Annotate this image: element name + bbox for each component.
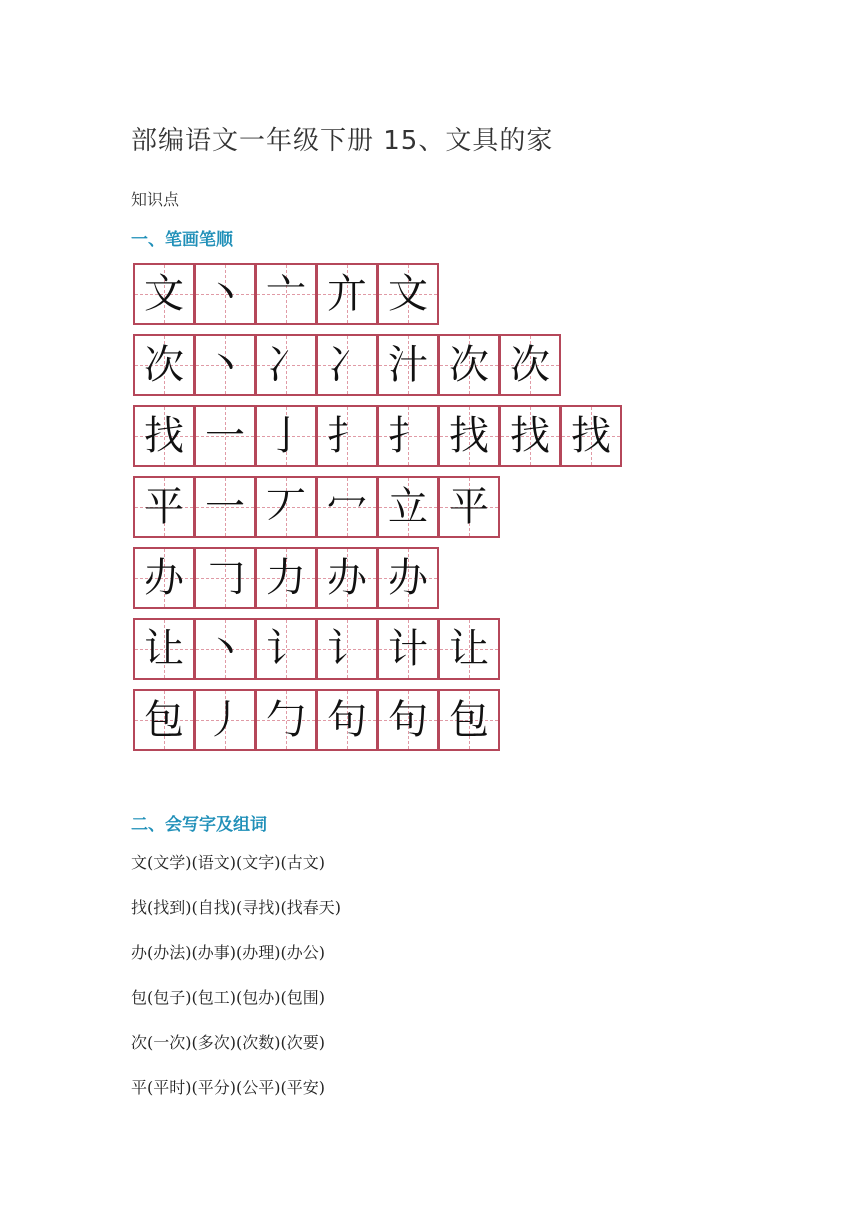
cell-glyph: 办: [388, 555, 428, 601]
word-line: 找(找到)(自找)(寻找)(找春天): [131, 898, 341, 917]
word-list: [131, 851, 341, 1121]
cell-glyph: 包: [449, 697, 489, 743]
cell-glyph: 丶: [205, 271, 245, 317]
cell-glyph: 找: [144, 413, 184, 459]
word-line: 包(包子)(包工)(包办)(包围): [131, 988, 325, 1007]
stroke-step-cell: [255, 405, 317, 467]
stroke-step-cell: [255, 263, 317, 325]
stroke-step-cell: [255, 476, 317, 538]
stroke-row: [133, 689, 733, 751]
stroke-step-cell: [438, 405, 500, 467]
cell-glyph: 讠: [327, 626, 367, 672]
stroke-row: [133, 405, 733, 467]
cell-glyph: 立: [388, 484, 428, 530]
stroke-step-cell: [438, 334, 500, 396]
cell-glyph: 勹: [266, 697, 306, 743]
word-line: 次(一次)(多次)(次数)(次要): [131, 1033, 325, 1052]
stroke-step-cell: [255, 618, 317, 680]
stroke-step-cell: [438, 689, 500, 751]
section-heading-words: 二、会写字及组词: [131, 815, 267, 835]
cell-glyph: 丿: [205, 697, 245, 743]
knowledge-points-label: 知识点: [131, 190, 180, 209]
cell-glyph: 找: [571, 413, 611, 459]
stroke-step-cell: [377, 263, 439, 325]
word-line: 办(办法)(办事)(办理)(办公): [131, 943, 325, 962]
stroke-step-cell: [255, 547, 317, 609]
stroke-step-cell: [316, 547, 378, 609]
stroke-row: [133, 476, 733, 538]
cell-glyph: 扌: [388, 413, 428, 459]
stroke-step-cell: [377, 689, 439, 751]
cell-glyph: 让: [449, 626, 489, 672]
stroke-row: [133, 547, 733, 609]
cell-glyph: 讠: [266, 626, 306, 672]
stroke-step-cell: [499, 334, 561, 396]
stroke-step-cell: [377, 547, 439, 609]
stroke-step-cell: [316, 405, 378, 467]
cell-glyph: 冫: [327, 342, 367, 388]
stroke-step-cell: [499, 405, 561, 467]
character-cell: [133, 689, 195, 751]
section-heading-stroke-order: 一、笔画笔顺: [131, 230, 233, 250]
stroke-step-cell: [316, 476, 378, 538]
cell-glyph: 亣: [327, 271, 367, 317]
cell-glyph: 包: [144, 697, 184, 743]
stroke-order-table: [133, 263, 733, 760]
stroke-step-cell: [377, 476, 439, 538]
stroke-row: [133, 334, 733, 396]
cell-glyph: 丶: [205, 626, 245, 672]
character-cell: [133, 618, 195, 680]
stroke-step-cell: [194, 263, 256, 325]
stroke-step-cell: [194, 547, 256, 609]
cell-glyph: 一: [205, 413, 245, 459]
cell-glyph: 亅: [266, 413, 306, 459]
cell-glyph: 平: [449, 484, 489, 530]
stroke-step-cell: [316, 263, 378, 325]
character-cell: [133, 476, 195, 538]
stroke-step-cell: [194, 476, 256, 538]
stroke-step-cell: [316, 618, 378, 680]
character-cell: [133, 405, 195, 467]
cell-glyph: 次: [510, 342, 550, 388]
stroke-step-cell: [560, 405, 622, 467]
word-line: 文(文学)(语文)(文字)(古文): [131, 853, 325, 872]
cell-glyph: 让: [144, 626, 184, 672]
cell-glyph: 办: [327, 555, 367, 601]
cell-glyph: 冖: [327, 484, 367, 530]
cell-glyph: 句: [327, 697, 367, 743]
cell-glyph: 平: [144, 484, 184, 530]
cell-glyph: 扌: [327, 413, 367, 459]
character-cell: [133, 547, 195, 609]
cell-glyph: 句: [388, 697, 428, 743]
stroke-row: [133, 263, 733, 325]
page-title: 部编语文一年级下册 15、文具的家: [131, 126, 554, 156]
cell-glyph: 计: [388, 626, 428, 672]
stroke-step-cell: [316, 334, 378, 396]
cell-glyph: 找: [449, 413, 489, 459]
cell-glyph: 丶: [205, 342, 245, 388]
cell-glyph: 力: [266, 555, 306, 601]
cell-glyph: 文: [144, 271, 184, 317]
cell-glyph: 找: [510, 413, 550, 459]
cell-glyph: 亠: [266, 271, 306, 317]
stroke-step-cell: [194, 618, 256, 680]
cell-glyph: 汁: [388, 342, 428, 388]
stroke-step-cell: [255, 334, 317, 396]
cell-glyph: 次: [144, 342, 184, 388]
stroke-row: [133, 618, 733, 680]
cell-glyph: 次: [449, 342, 489, 388]
cell-glyph: 丆: [266, 484, 306, 530]
word-line: 平(平时)(平分)(公平)(平安): [131, 1078, 325, 1097]
cell-glyph: 一: [205, 484, 245, 530]
stroke-step-cell: [377, 405, 439, 467]
stroke-step-cell: [438, 476, 500, 538]
character-cell: [133, 334, 195, 396]
stroke-step-cell: [438, 618, 500, 680]
stroke-step-cell: [377, 334, 439, 396]
cell-glyph: 冫: [266, 342, 306, 388]
stroke-step-cell: [316, 689, 378, 751]
character-cell: [133, 263, 195, 325]
cell-glyph: 办: [144, 555, 184, 601]
cell-glyph: 文: [388, 271, 428, 317]
stroke-step-cell: [194, 405, 256, 467]
stroke-step-cell: [194, 334, 256, 396]
cell-glyph: 𠃌: [205, 555, 245, 601]
stroke-step-cell: [255, 689, 317, 751]
stroke-step-cell: [377, 618, 439, 680]
stroke-step-cell: [194, 689, 256, 751]
